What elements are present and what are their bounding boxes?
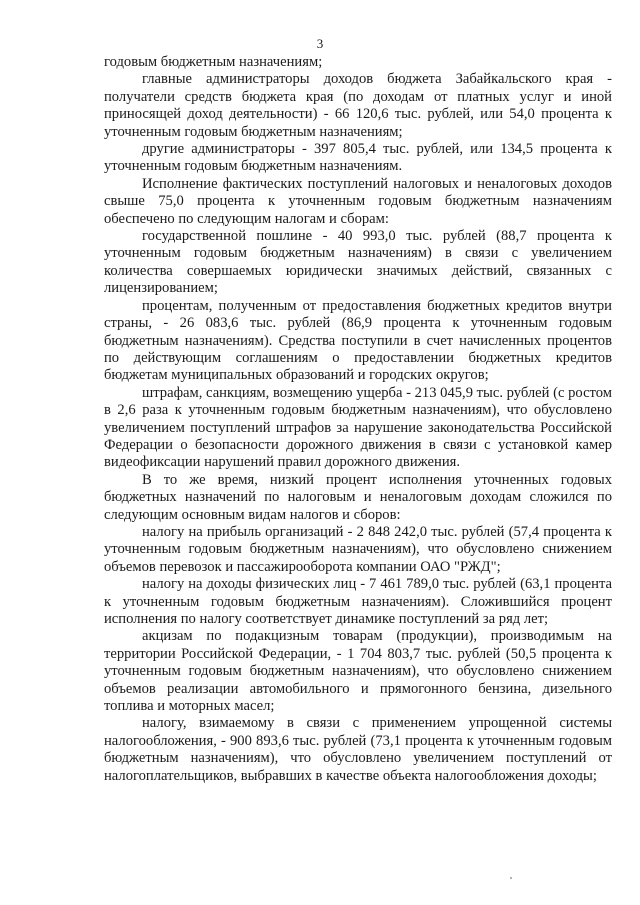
paragraph-low-execution: В то же время, низкий процент исполнения уточненных годовых бюджетных назначений по налоговым и неналоговым доходам сложился по следующим основным видам налогов и сборов:	[104, 471, 612, 523]
document-body	[104, 54, 612, 785]
paragraph-simplified-tax: налогу, взимаемому в связи с применением упрощенной системы налогообложения, - 900 893,6 тыс. рублей (73,1 процента к уточненным годовым бюджетным назначениям), что обусловлено увеличением поступлений от налогоплательщиков, выбравших в качестве объекта налогообложения доходы;	[104, 715, 612, 784]
scan-artifact-dot	[510, 877, 512, 879]
paragraph-execution-summary: Исполнение фактических поступлений налоговых и неналоговых доходов свыше 75,0 процента к уточненным годовым бюджетным назначениям обеспечено по следующим налогам и сборам:	[104, 175, 612, 227]
paragraph-continuation: годовым бюджетным назначениям;	[104, 54, 323, 70]
paragraph-income-tax: налогу на доходы физических лиц - 7 461 789,0 тыс. рублей (63,1 процента к уточненным годовым бюджетным назначениям). Сложившийся процент исполнения по налогу соответствует динамике поступлений за ряд лет;	[104, 576, 612, 627]
paragraph-fines: штрафам, санкциям, возмещению ущерба - 213 045,9 тыс. рублей (с ростом в 2,6 раза к уточненным годовым бюджетным назначениям), что обусловлено увеличением поступлений штрафов за нарушение законодательства Российской Федерации о безопасности дорожного движения в связи с установкой камер видеофиксации нарушений правил дорожного движения.	[104, 384, 612, 471]
paragraph-excise: акцизам по подакцизным товарам (продукции), производимым на территории Российской Федерации, - 1 704 803,7 тыс. рублей (50,5 процента к уточненным годовым бюджетным назначениям), что обусловлено снижением объемов реализации автомобильного и прямогонного бензина, дизельного топлива и моторных масел;	[104, 628, 612, 715]
paragraph-interest: процентам, полученным от предоставления бюджетных кредитов внутри страны, - 26 083,6 тыс. рублей (86,9 процента к уточненным годовым бюджетным назначениям). Средства поступили в счет начисленных процентов по действующим соглашениям о предоставлении бюджетных кредитов бюджетам муниципальных образований и городских округов;	[104, 297, 612, 384]
paragraph-other-administrators: другие администраторы - 397 805,4 тыс. рублей, или 134,5 процента к уточненным годовым бюджетным назначениям.	[104, 141, 612, 175]
paragraph-main-administrators: главные администраторы доходов бюджета Забайкальского края - получатели средств бюджета края (по доходам от платных услуг и иной приносящей доход деятельности) - 66 120,6 тыс. рублей, или 54,0 процента к уточненным годовым бюджетным назначениям;	[104, 71, 612, 140]
page-number: 3	[316, 36, 324, 51]
paragraph-state-duty: государственной пошлине - 40 993,0 тыс. рублей (88,7 процента к уточненным годовым бюджетным назначениям) в связи с увеличением количества совершаемых юридически значимых действий, связанных с лицензированием;	[104, 228, 612, 297]
paragraph-profit-tax: налогу на прибыль организаций - 2 848 242,0 тыс. рублей (57,4 процента к уточненным годовым бюджетным назначениям), что обусловлено снижением объемов перевозок и пассажирооборота компании ОАО "РЖД";	[104, 523, 612, 575]
